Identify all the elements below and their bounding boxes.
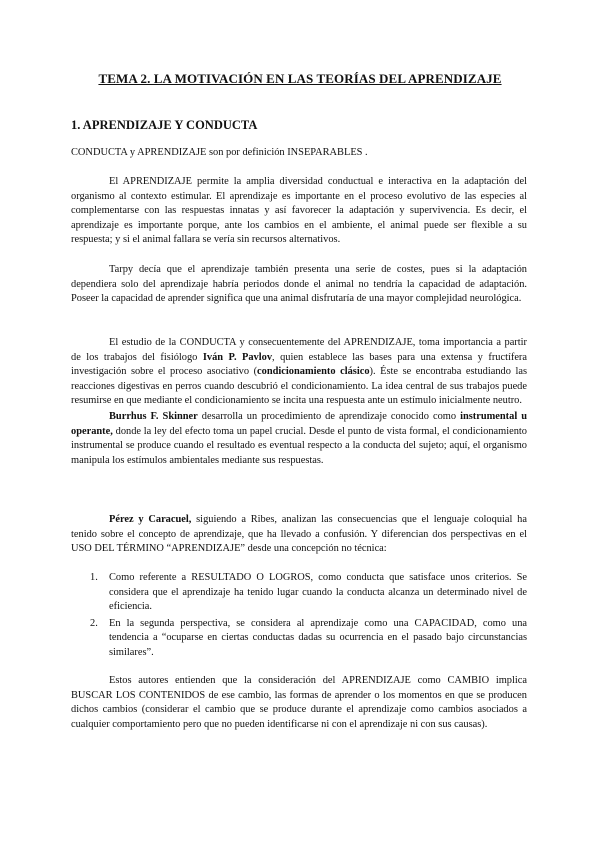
operant-term: instrumental u operante, <box>71 411 527 437</box>
paragraph-perez-caracuel: Pérez y Caracuel, siguiendo a Ribes, analizan las consecuencias que el lenguaje coloquial ha tenido sobre el concepto de aprendizaje, que ha llevado a confusión. Y diferencian dos perspectivas en el USO DEL TÉRMINO “APRENDIZAJE” desde una concepción no técnica: <box>71 514 527 555</box>
paragraph-aprendizaje: El APRENDIZAJE permite la amplia diversidad conductual e interactiva en la adaptación del organismo al contexto estimular. El aprendizaje es importante en el proceso evolutivo de las especies al complementarse con las respuestas innatas y así favorecer la adaptación y supervivencia. Es decir, el aprendizaje es importante porque, ante los cambios en el ambiente, el animal puede ser flexible a su respuesta; y si el animal fallara se vería sin recursos alternativos. <box>71 176 527 246</box>
document-title: TEMA 2. LA MOTIVACIÓN EN LAS TEORÍAS DEL APRENDIZAJE <box>98 71 502 86</box>
list-item: 1. Como referente a RESULTADO O LOGROS, como conducta que satisface unos criterios. Se considera que el aprendizaje ha tenido lugar cuando la conducta alcanza un determinado nivel de eficiencia. <box>90 572 527 613</box>
paragraph-skinner: Burrhus F. Skinner desarrolla un procedimiento de aprendizaje conocido como instrumental u operante, donde la ley del efecto toma un papel crucial. Desde el punto de vista formal, el condicionamiento instrumental se produce cuando el resultado es eventual respecto a la conducta del sujeto; aquí, el organismo manipula los estímulos ambientales mediante sus respuestas. <box>71 411 527 466</box>
pavlov-name: Iván P. Pavlov <box>202 351 273 363</box>
paragraph-conclusion: Estos autores entienden que la consideración del APRENDIZAJE como CAMBIO implica BUSCAR LOS CONTENIDOS de ese cambio, las formas de aprender o los momentos en que se producen dichos cambios (considerar el cambio que se produce durante el aprendizaje como cambios asociados a cualquier comportamiento pero que no pueden identificarse ni con el aprendizaje ni con sus causas). <box>71 675 527 730</box>
classical-conditioning-term: condicionamiento clásico <box>257 366 370 378</box>
list-item: 2. En la segunda perspectiva, se considera al aprendizaje como una CAPACIDAD, como una tendencia a “ocuparse en ciertas conductas dadas su ocurrencia en el pasado bajo circunstancias similares”. <box>90 617 527 658</box>
skinner-name: Burrhus F. Skinner <box>109 411 198 422</box>
intro-paragraph: CONDUCTA y APRENDIZAJE son por definición INSEPARABLES . <box>71 147 368 158</box>
paragraph-pavlov: El estudio de la CONDUCTA y consecuentemente del APRENDIZAJE, toma importancia a partir de los trabajos del fisiólogo Iván P. Pavlov, quien establece las bases para una extensa y fructífera investigación sobre el proceso asociativo (condicionamiento clásico). Éste se encontraba estudiando las reacciones digestivas en perros cuando descubrió el condicionamiento. La idea central de sus trabajos puede resumirse en que mediante el condicionamiento se incita una respuesta ante un estímulo inicialmente neutro. <box>71 337 528 407</box>
section-heading: 1. APRENDIZAJE Y CONDUCTA <box>71 118 258 132</box>
paragraph-tarpy: Tarpy decía que el aprendizaje también presenta una serie de costes, pues si la adaptación dependiera solo del aprendizaje habría periodos donde el animal no tendría la capacidad de adaptación. Poseer la capacidad de aprender significa que una animal disfrutaría de una mayor complejidad neurológica. <box>71 264 527 305</box>
perez-caracuel-name: Pérez y Caracuel, <box>109 514 192 525</box>
perspectives-list <box>71 571 527 663</box>
